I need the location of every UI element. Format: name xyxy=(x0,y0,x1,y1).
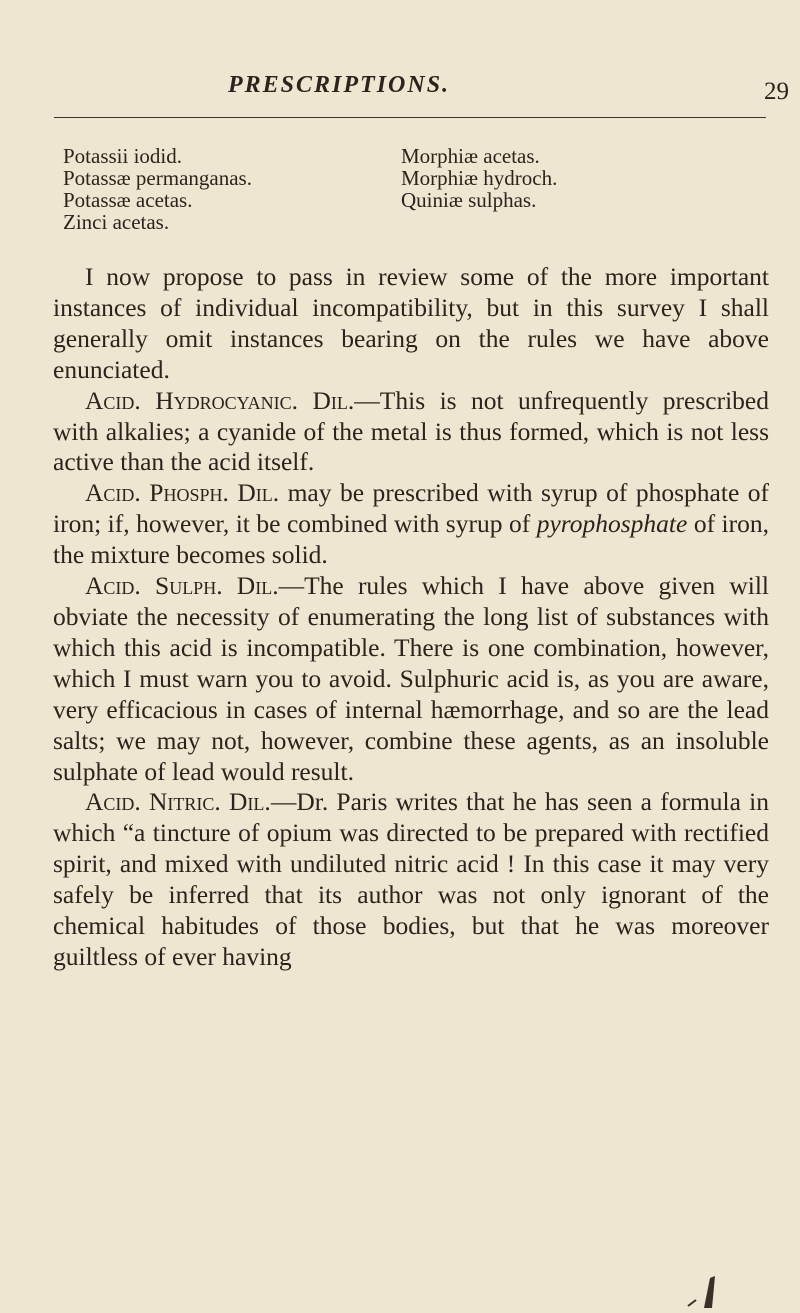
incompatible-list-left xyxy=(63,145,252,233)
paragraph-intro xyxy=(53,262,769,386)
entry-text: of iron, the mixture becomes solid. xyxy=(53,509,769,570)
paragraph-sulph xyxy=(53,571,769,787)
incompatible-list-right xyxy=(401,145,557,211)
paragraph-phosph xyxy=(53,478,769,571)
list-item: Potassii iodid. xyxy=(63,144,183,168)
list-item: Zinci acetas. xyxy=(63,210,170,234)
entry-text: may be prescribed with syrup of phosphate of iron; if, however, it be combined with syrup of xyxy=(53,478,769,539)
running-title: PRESCRIPTIONS. xyxy=(228,72,451,98)
list-item: Morphiæ acetas. xyxy=(401,144,540,168)
emphasis: pyrophosphate xyxy=(536,509,688,539)
list-item: Quiniæ sulphas. xyxy=(401,188,537,212)
list-item: Potassæ permanganas. xyxy=(63,166,252,190)
ink-blot-mark xyxy=(686,1270,726,1310)
paragraph-nitric xyxy=(53,787,769,972)
entry-text: —Dr. Paris writes that he has seen a formula in which “a tincture of opium was directed to be prepared with rectified spirit, and mixed with undiluted nitric acid ! In this case it may very safely be inferred that its author was not only ignorant of the chemical habitudes of those bodies, but that he was moreover guiltless of ever having xyxy=(53,787,769,971)
entry-text: —The rules which I have above given will obviate the necessity of enumerating the long list of substances with which this acid is incompatible. There is one combination, however, which I must warn you to avoid. Sulphuric acid is, as you are aware, very efficacious in cases of internal hæmorrhage, and so are the lead salts; we may not, however, combine these agents, as an insoluble sulphate of lead would result. xyxy=(53,571,769,786)
entry-text: —This is not unfrequently prescribed with alkalies; a cyanide of the metal is thus formed, which is not less active than the acid itself. xyxy=(53,385,769,477)
entry-heading: Acid. Nitric. Dil. xyxy=(85,787,271,817)
entry-heading: Acid. Sulph. Dil. xyxy=(85,571,279,601)
intro-text: I now propose to pass in review some of the more important instances of individual incompatibility, but in this survey I shall generally omit instances bearing on the rules we have above enunciated. xyxy=(53,262,769,384)
list-item: Potassæ acetas. xyxy=(63,188,193,212)
entry-heading: Acid. Phosph. Dil. xyxy=(85,478,280,508)
entry-heading: Acid. Hydrocyanic. Dil. xyxy=(85,385,355,415)
page-number: 29 xyxy=(764,78,789,105)
list-item: Morphiæ hydroch. xyxy=(401,166,558,190)
body-text xyxy=(53,262,769,973)
paragraph-hydrocyanic xyxy=(53,386,769,479)
header-rule xyxy=(54,117,766,118)
